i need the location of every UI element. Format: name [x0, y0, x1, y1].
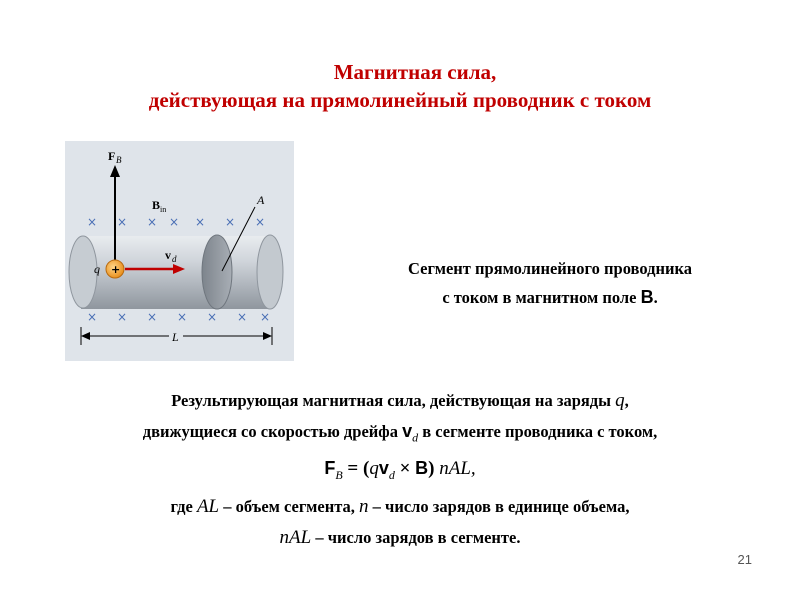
- field-mark: ×: [87, 310, 98, 324]
- length-arrow-right: [263, 332, 272, 340]
- cross-section-area: [202, 235, 232, 309]
- force-label-sub: B: [116, 155, 122, 165]
- field-mark: ×: [260, 310, 271, 324]
- conductor-figure: [65, 141, 294, 361]
- field-mark: ×: [87, 215, 98, 229]
- para-line-2: движущиеся со скоростью дрейфа $v_d$ в сегменте проводника с током,: [142, 421, 658, 445]
- field-label-sub: in: [160, 205, 167, 214]
- title-line-1: Магнитная сила,: [333, 60, 497, 84]
- field-label: B: [152, 198, 161, 212]
- field-mark: ×: [147, 215, 158, 229]
- field-mark: ×: [195, 215, 206, 229]
- para-line-4: где AL – объем сегмента, n – число зарядов в единице объема,: [170, 496, 630, 518]
- length-arrow-left: [81, 332, 90, 340]
- field-mark: ×: [117, 310, 128, 324]
- field-mark: ×: [117, 215, 128, 229]
- charge-label: q: [94, 262, 100, 276]
- velocity-label: v: [165, 248, 171, 262]
- caption-period: .: [653, 288, 658, 307]
- conductor-diagram: [65, 141, 294, 361]
- field-mark: ×: [237, 310, 248, 324]
- force-formula: $F_B = (qv_d \times B)$ nAL,: [324, 458, 476, 483]
- figure-caption: [320, 255, 780, 312]
- force-arrowhead: [110, 165, 120, 177]
- para-line-1: Результирующая магнитная сила, действующая на заряды q,: [171, 390, 629, 411]
- title-line-2: действующая на прямолинейный проводник с током: [148, 88, 652, 112]
- field-mark: ×: [255, 215, 266, 229]
- force-label: F: [108, 149, 116, 163]
- conductor-left-end: [69, 236, 97, 308]
- field-mark: ×: [225, 215, 236, 229]
- caption-text: с током в магнитном поле: [442, 288, 641, 307]
- length-label: L: [172, 330, 179, 344]
- page-number: 21: [737, 552, 752, 567]
- caption-line-1: Сегмент прямолинейного проводника: [408, 259, 692, 278]
- conductor-right-end: [257, 235, 283, 309]
- velocity-label-sub: d: [172, 254, 177, 264]
- area-label: A: [257, 193, 265, 207]
- field-mark: ×: [177, 310, 188, 324]
- field-mark: ×: [207, 310, 218, 324]
- slide-title: [0, 58, 800, 114]
- explanation-paragraph: [0, 385, 800, 553]
- caption-line-2: [320, 283, 780, 312]
- charge-sign: +: [111, 263, 121, 276]
- para-line-5: nAL – число зарядов в сегменте.: [279, 527, 521, 549]
- field-mark: ×: [169, 215, 180, 229]
- caption-field-symbol: B: [640, 287, 654, 307]
- field-mark: ×: [147, 310, 158, 324]
